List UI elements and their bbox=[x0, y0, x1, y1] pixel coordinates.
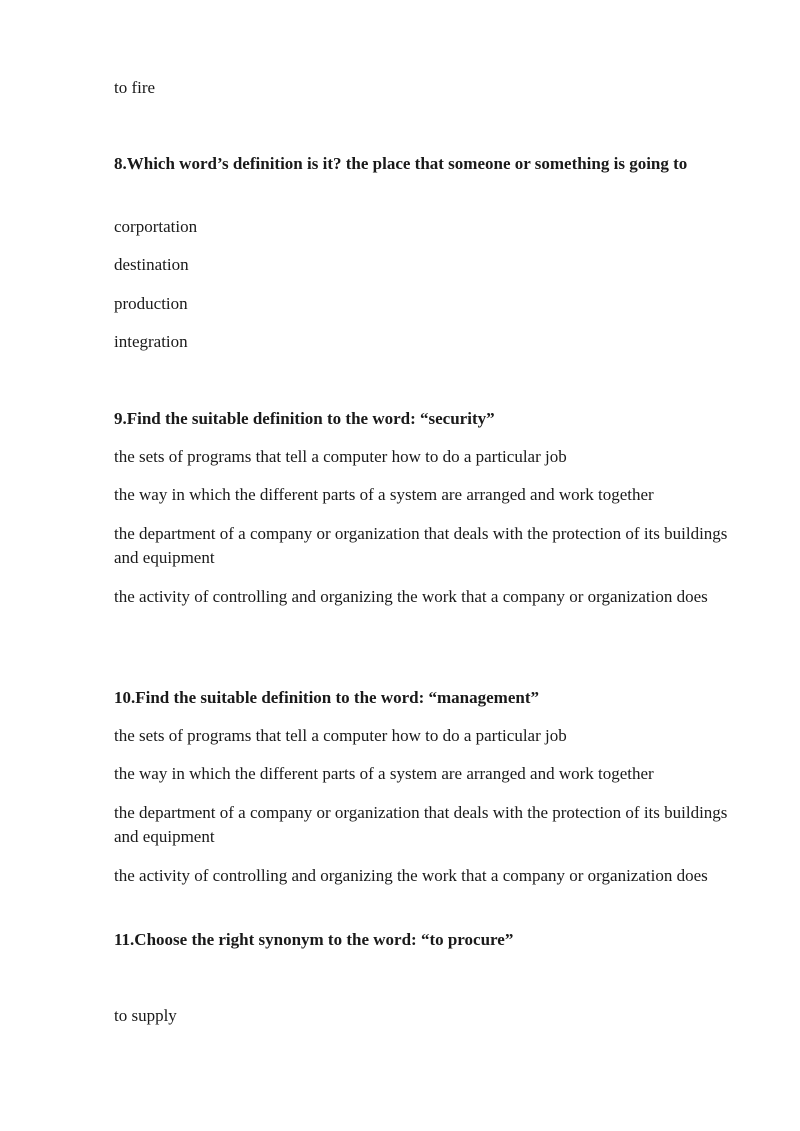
q11-option-1: to supply bbox=[114, 1006, 177, 1025]
answer-option: to fire bbox=[114, 78, 156, 97]
q8-option-3: production bbox=[114, 294, 188, 313]
q9-option-3: the department of a company or organization that deals with the protection of its buildings and equipment bbox=[114, 524, 728, 567]
q8-option-4: integration bbox=[114, 332, 188, 351]
q9-option-2: the way in which the different parts of a system are arranged and work together bbox=[114, 485, 654, 504]
q9-option-1: the sets of programs that tell a computer how to do a particular job bbox=[114, 447, 567, 466]
question-10-title: 10.Find the suitable definition to the word: “management” bbox=[114, 688, 539, 707]
q10-option-2: the way in which the different parts of a system are arranged and work together bbox=[114, 764, 654, 783]
q10-option-1: the sets of programs that tell a computer how to do a particular job bbox=[114, 726, 567, 745]
question-11-title: 11.Choose the right synonym to the word: “to procure” bbox=[114, 930, 514, 949]
question-9-title: 9.Find the suitable definition to the word: “security” bbox=[114, 409, 495, 428]
q9-option-4: the activity of controlling and organizing the work that a company or organization does bbox=[114, 587, 708, 606]
q8-option-2: destination bbox=[114, 255, 189, 274]
q10-option-4: the activity of controlling and organizing the work that a company or organization does bbox=[114, 866, 708, 885]
q10-option-3: the department of a company or organization that deals with the protection of its buildings and equipment bbox=[114, 803, 728, 846]
q8-option-1: corportation bbox=[114, 217, 198, 236]
question-8-title: 8.Which word’s definition is it? the place that someone or something is going to bbox=[114, 154, 688, 173]
